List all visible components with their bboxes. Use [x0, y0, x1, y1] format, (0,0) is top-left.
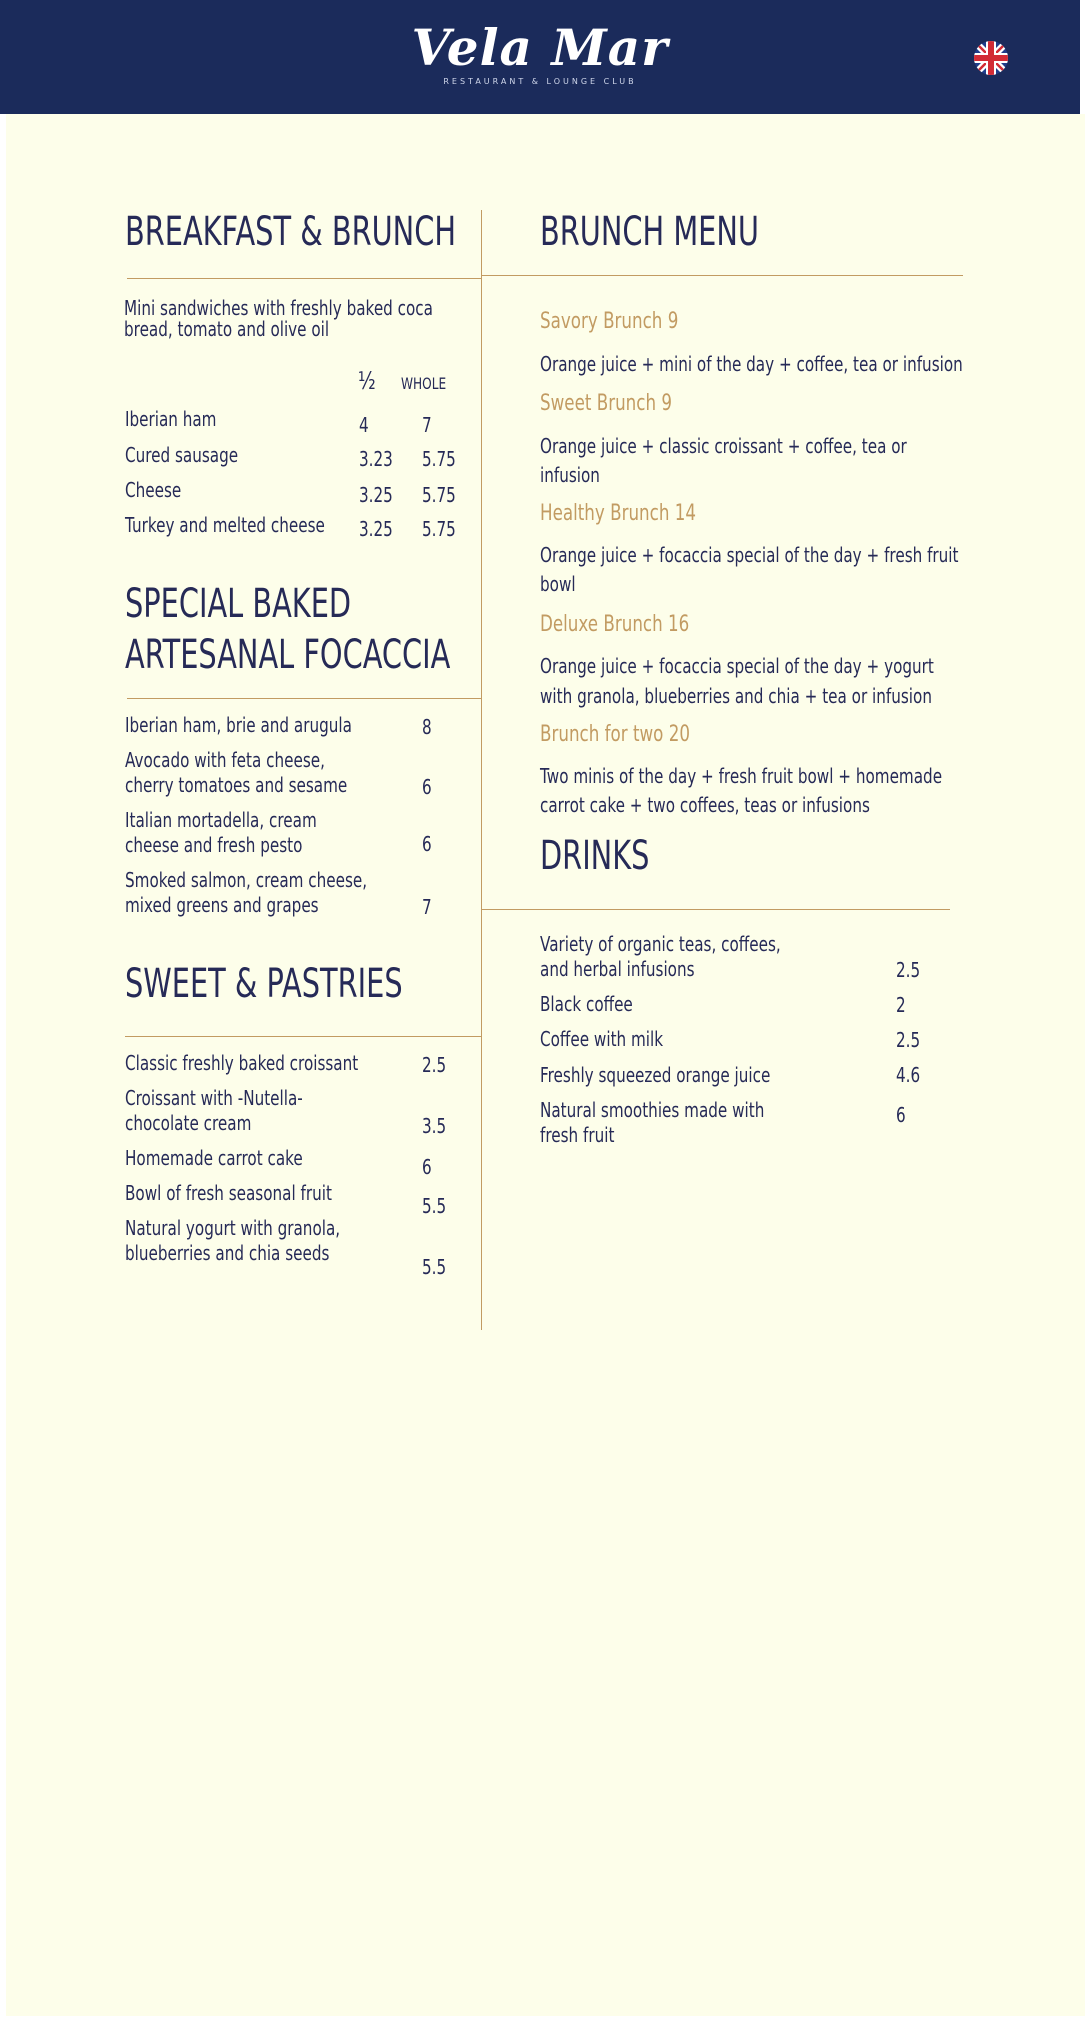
breakfast-intro-line2: bread, tomato and olive oil — [124, 317, 330, 341]
brunch-option-name: Savory Brunch 9 — [540, 309, 679, 334]
focaccia-item-name: Italian mortadella, cream — [125, 808, 317, 832]
brunch-option-description-line2: bowl — [540, 572, 576, 596]
drinks-item-price: 2.5 — [896, 1028, 921, 1052]
drinks-heading: DRINKS — [540, 833, 650, 879]
brunch-heading: BRUNCH MENU — [540, 209, 759, 255]
focaccia-item-name-line2: cherry tomatoes and sesame — [125, 773, 348, 797]
sweets-item-price: 6 — [422, 1155, 432, 1179]
drinks-item-name: Black coffee — [540, 992, 633, 1016]
brunch-option-description-line2: infusion — [540, 463, 600, 487]
breakfast-item-half-price: 3.25 — [359, 517, 393, 541]
brunch-option-description: Two minis of the day + fresh fruit bowl + homemade — [540, 764, 943, 788]
breakfast-item-whole-price: 5.75 — [422, 517, 456, 541]
focaccia-item-name: Smoked salmon, cream cheese, — [125, 868, 368, 892]
breakfast-item-half-price: 4 — [359, 413, 369, 437]
drinks-item-price: 2 — [896, 993, 906, 1017]
brunch-option-name: Deluxe Brunch 16 — [540, 612, 690, 637]
brunch-option-name: Brunch for two 20 — [540, 722, 691, 747]
sweets-item-price: 3.5 — [422, 1114, 447, 1138]
breakfast-item-name: Cured sausage — [125, 443, 239, 467]
brunch-option-name: Healthy Brunch 14 — [540, 501, 697, 526]
focaccia-item-price: 6 — [422, 775, 432, 799]
drinks-item-name-line2: and herbal infusions — [540, 957, 695, 981]
column-half-label: ½ — [358, 367, 376, 395]
sweets-item-name: Croissant with -Nutella- — [125, 1086, 303, 1110]
focaccia-rule — [127, 698, 481, 699]
breakfast-rule — [127, 278, 481, 279]
breakfast-item-name: Cheese — [125, 478, 182, 502]
breakfast-item-whole-price: 5.75 — [422, 483, 456, 507]
drinks-item-name: Freshly squeezed orange juice — [540, 1063, 771, 1087]
breakfast-item-half-price: 3.25 — [359, 483, 393, 507]
sweets-item-name-line2: chocolate cream — [125, 1111, 252, 1135]
breakfast-item-name: Iberian ham — [125, 407, 217, 431]
column-divider — [481, 210, 482, 1330]
focaccia-item-name: Iberian ham, brie and arugula — [125, 713, 352, 737]
sweets-item-price: 5.5 — [422, 1255, 447, 1279]
breakfast-item-name: Turkey and melted cheese — [125, 513, 325, 537]
breakfast-item-whole-price: 7 — [422, 413, 432, 437]
brunch-rule — [481, 275, 963, 276]
brand-logo[interactable]: Vela Mar — [411, 18, 669, 77]
drinks-item-price: 2.5 — [896, 958, 921, 982]
brunch-option-description: Orange juice + mini of the day + coffee, tea or infusion — [540, 352, 963, 376]
sweets-item-name: Natural yogurt with granola, — [125, 1216, 341, 1240]
brunch-option-name: Sweet Brunch 9 — [540, 391, 673, 416]
site-header — [0, 0, 1080, 114]
drinks-item-name: Variety of organic teas, coffees, — [540, 932, 781, 956]
brunch-option-description-line2: carrot cake + two coffees, teas or infusions — [540, 793, 870, 817]
breakfast-intro-line1: Mini sandwiches with freshly baked coca — [124, 296, 433, 320]
drinks-rule — [481, 909, 950, 910]
focaccia-item-name-line2: cheese and fresh pesto — [125, 833, 303, 857]
focaccia-item-price: 7 — [422, 895, 432, 919]
breakfast-heading: BREAKFAST & BRUNCH — [125, 209, 456, 255]
breakfast-item-half-price: 3.23 — [359, 447, 393, 471]
sweets-item-price: 2.5 — [422, 1053, 447, 1077]
focaccia-item-price: 6 — [422, 832, 432, 856]
drinks-item-price: 4.6 — [896, 1063, 921, 1087]
brand-tagline: RESTAURANT & LOUNGE CLUB — [443, 77, 637, 86]
column-whole-label: WHOLE — [401, 374, 447, 393]
brunch-option-description: Orange juice + focaccia special of the day + fresh fruit — [540, 543, 959, 567]
sweets-item-name: Homemade carrot cake — [125, 1146, 303, 1170]
sweets-item-name: Classic freshly baked croissant — [125, 1051, 359, 1075]
sweets-item-name-line2: blueberries and chia seeds — [125, 1241, 330, 1265]
brunch-option-description: Orange juice + focaccia special of the day + yogurt — [540, 654, 934, 678]
sweets-rule — [125, 1036, 481, 1037]
focaccia-heading-line2: ARTESANAL FOCACCIA — [125, 632, 451, 678]
focaccia-item-price: 8 — [422, 715, 432, 739]
focaccia-heading-line1: SPECIAL BAKED — [125, 581, 352, 627]
uk-flag-icon[interactable] — [974, 41, 1008, 75]
drinks-item-name-line2: fresh fruit — [540, 1123, 615, 1147]
drinks-item-name: Coffee with milk — [540, 1027, 664, 1051]
sweets-item-price: 5.5 — [422, 1194, 447, 1218]
sweets-item-name: Bowl of fresh seasonal fruit — [125, 1181, 332, 1205]
focaccia-item-name-line2: mixed greens and grapes — [125, 893, 319, 917]
brunch-option-description: Orange juice + classic croissant + coffee, tea or — [540, 434, 907, 458]
brunch-option-description-line2: with granola, blueberries and chia + tea or infusion — [540, 684, 932, 708]
drinks-item-price: 6 — [896, 1103, 906, 1127]
breakfast-item-whole-price: 5.75 — [422, 447, 456, 471]
sweets-heading: SWEET & PASTRIES — [125, 961, 403, 1007]
drinks-item-name: Natural smoothies made with — [540, 1098, 765, 1122]
focaccia-item-name: Avocado with feta cheese, — [125, 748, 325, 772]
